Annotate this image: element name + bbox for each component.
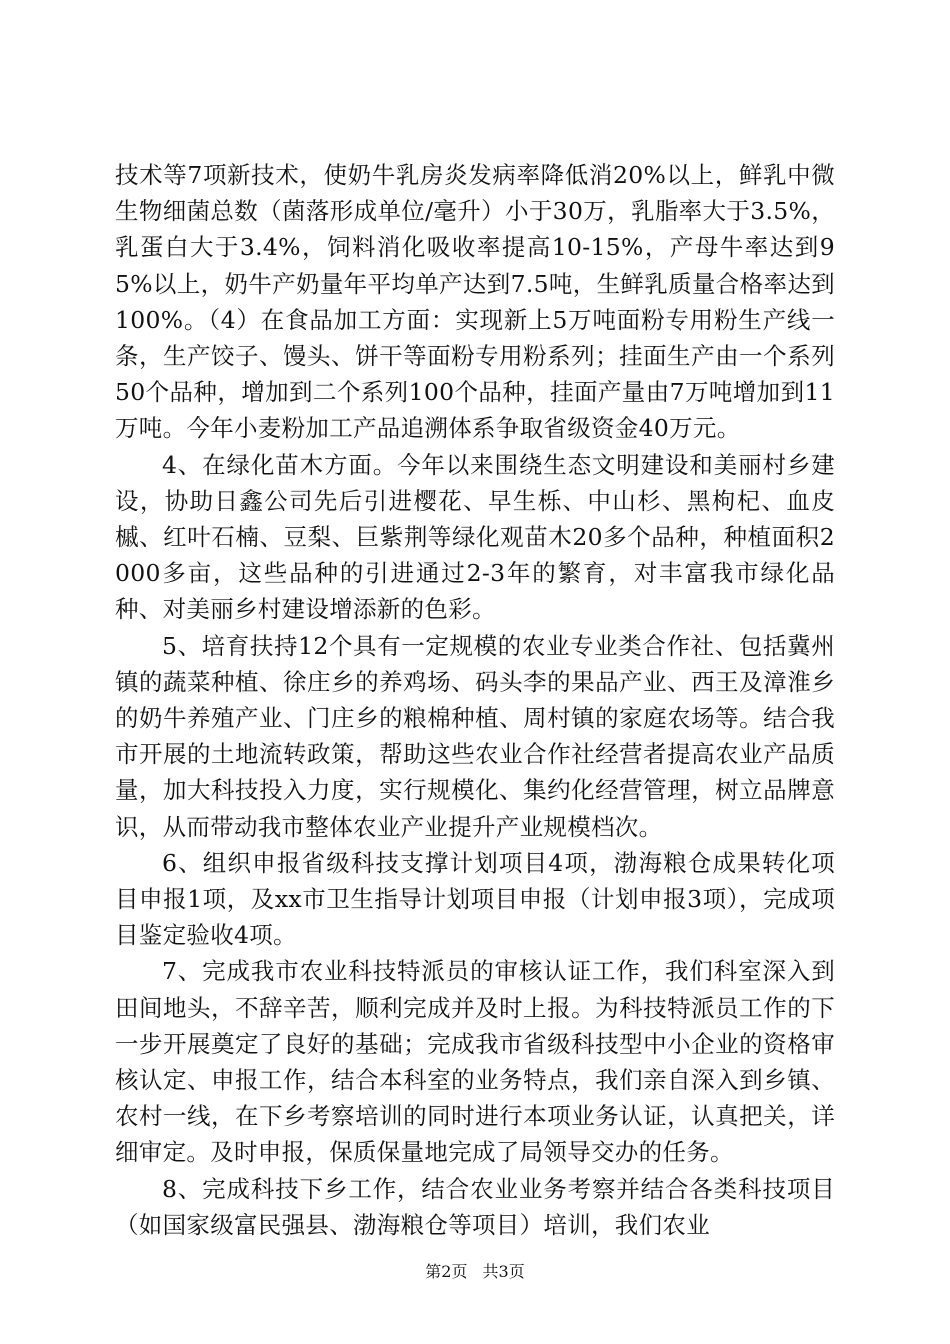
page-total: 共3页 <box>482 1262 525 1281</box>
page-number: 第2页 <box>425 1262 468 1281</box>
paragraph-continued-dairy-food: 技术等7项新技术，使奶牛乳房炎发病率降低消20%以上，鲜乳中微生物细菌总数（菌落形成单位/毫升）小于30万，乳脂率大于3.5%，乳蛋白大于3.4%，饲料消化吸收率提高10-15%，产母牛率达到95%以上，奶牛产奶量年平均单产达到7.5吨，生鲜乳质量合格率达到100%。（4）在食品加工方面：实现新上5万吨面粉专用粉生产线一条，生产饺子、馒头、饼干等面粉专用粉系列；挂面生产由一个系列50个品种，增加到二个系列100个品种，挂面产量由7万吨增加到11万吨。今年小麦粉加工产品追溯体系争取省级资金40万元。 <box>115 161 835 443</box>
page-footer <box>0 1262 950 1282</box>
document-body <box>115 157 835 1243</box>
paragraph-tech-to-countryside: 8、完成科技下乡工作，结合农业业务考察并结合各类科技项目（如国家级富民强县、渤海粮仓等项目）培训，我们农业 <box>115 1174 835 1239</box>
paragraph-tech-commissioners: 7、完成我市农业科技特派员的审核认证工作，我们科室深入到田间地头，不辞辛苦，顺利完成并及时上报。为科技特派员工作的下一步开展奠定了良好的基础；完成我市省级科技型中小企业的资格审核认定、申报工作，结合本科室的业务特点，我们亲自深入到乡镇、农村一线，在下乡考察培训的同时进行本项业务认证，认真把关，详细审定。及时申报，保质保量地完成了局领导交办的任务。 <box>115 957 835 1167</box>
paragraph-greening-seedlings: 4、在绿化苗木方面。今年以来围绕生态文明建设和美丽村乡建设，协助日鑫公司先后引进樱花、早生栎、中山杉、黑枸杞、血皮槭、红叶石楠、豆梨、巨紫荆等绿化观苗木20多个品种，种植面积2000多亩，这些品种的引进通过2-3年的繁育，对丰富我市绿化品种、对美丽乡村建设增添新的色彩。 <box>115 450 835 624</box>
paragraph-cooperatives: 5、培育扶持12个具有一定规模的农业专业类合作社、包括冀州镇的蔬菜种植、徐庄乡的养鸡场、码头李的果品产业、西王及漳淮乡的奶牛养殖产业、门庄乡的粮棉种植、周村镇的家庭农场等。结合我市开展的土地流转政策，帮助这些农业合作社经营者提高农业产品质量，加大科技投入力度，实行规模化、集约化经营管理，树立品牌意识，从而带动我市整体农业产业提升产业规模档次。 <box>115 631 835 841</box>
paragraph-project-applications: 6、组织申报省级科技支撑计划项目4项，渤海粮仓成果转化项目申报1项，及xx市卫生指导计划项目申报（计划申报3项），完成项目鉴定验收4项。 <box>115 848 835 950</box>
